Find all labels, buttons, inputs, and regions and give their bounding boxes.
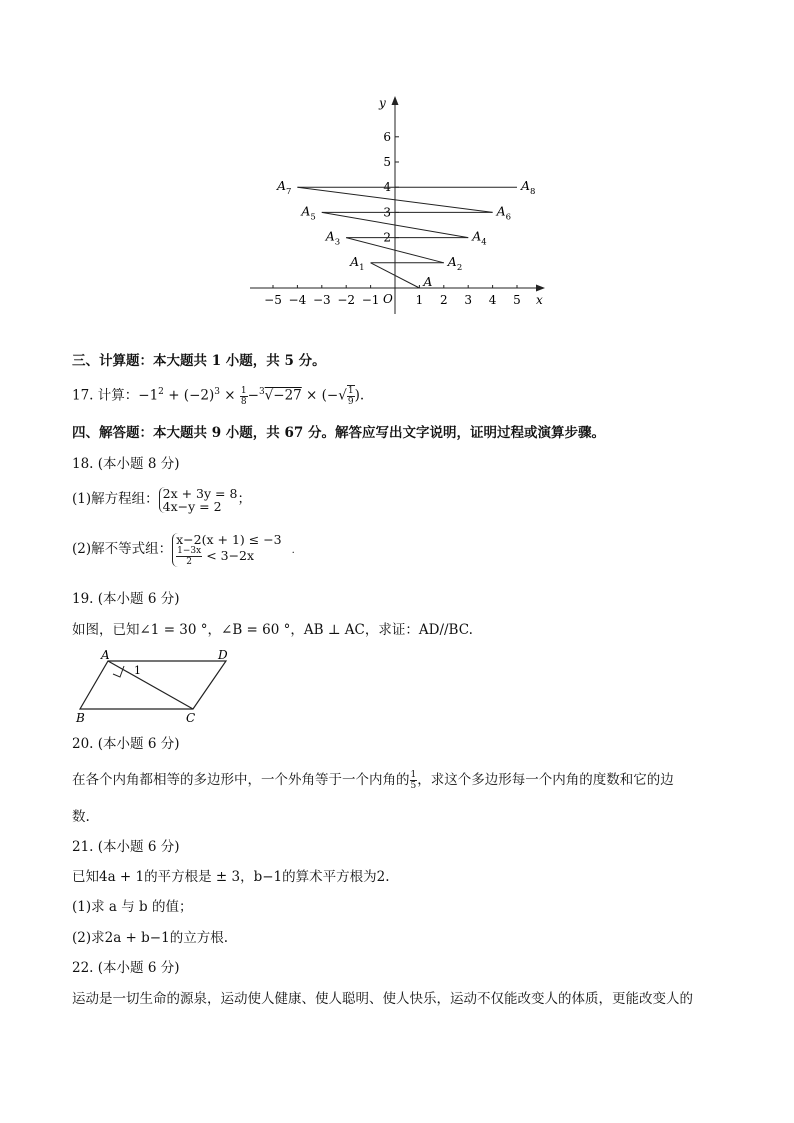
- segment-AC: [108, 661, 193, 709]
- origin-label: O: [383, 292, 393, 306]
- q21-text: 已知4a + 1的平方根是 ± 3，b−1的算术平方根为2.: [72, 869, 390, 885]
- q17-e1: 2: [158, 387, 164, 397]
- q20-line2: 数.: [72, 809, 90, 825]
- y-tick-label: 4: [383, 180, 391, 195]
- point-name: A: [521, 178, 531, 194]
- q18-ineq1: x−2(x + 1) ≤ −3: [176, 531, 282, 547]
- point-name: A: [276, 178, 286, 194]
- point-subscript: 7: [285, 187, 292, 198]
- point-subscript: 3: [334, 237, 341, 248]
- q20-line1: [72, 768, 674, 792]
- q20-line1-b: ，求这个多边形每一个内角的度数和它的边: [417, 772, 674, 788]
- q17-t4: −: [247, 387, 259, 404]
- q17-frac2-den: 9: [347, 397, 354, 407]
- point-label: [349, 254, 364, 273]
- q22-text: 运动是一切生命的源泉，运动使人健康、使人聪明、使人快乐，运动不仅能改变人的体质，更能改变人的: [72, 991, 693, 1007]
- q17-root: √−27: [264, 387, 302, 404]
- q18-ineq2-num: 1−3x: [177, 545, 202, 556]
- q17-frac2: [347, 385, 355, 407]
- point-label: [496, 203, 511, 222]
- point-label: [471, 229, 486, 248]
- point-name: A: [496, 203, 506, 219]
- q20-frac-num: 1: [410, 770, 417, 780]
- q18-ineq2-frac: [176, 546, 202, 567]
- q18-part1: [72, 484, 251, 514]
- x-axis-label: x: [536, 293, 543, 307]
- right-angle-mark: [113, 666, 124, 677]
- q18-part2-end: .: [291, 545, 295, 556]
- parallelogram-ABCD: [80, 661, 226, 709]
- x-axis-arrow: [536, 285, 545, 292]
- q18-ineq2-den: 2: [186, 556, 193, 567]
- point-subscript: 4: [481, 237, 487, 248]
- q18-title: 18. (本小题 8 分): [72, 456, 180, 472]
- y-tick-label: 5: [383, 155, 391, 169]
- point-labels: [276, 178, 536, 289]
- q19-title: 19. (本小题 6 分): [72, 591, 180, 607]
- q20-line1-a: 在各个内角都相等的多边形中，一个外角等于一个内角的: [72, 772, 410, 788]
- y-axis-label: y: [379, 96, 386, 110]
- y-axis-arrow: [392, 96, 399, 105]
- point-name: A: [325, 228, 335, 244]
- x-tick-label: −2: [337, 293, 356, 307]
- point-label: [300, 203, 315, 222]
- point-subscript: 5: [310, 212, 316, 223]
- q17-prefix: 17. 计算：: [72, 387, 139, 404]
- q17-t1: −1: [138, 387, 159, 404]
- x-tick-label: 1: [415, 293, 424, 307]
- section3-heading: 三、计算题：本大题共 1 小题，共 5 分。: [72, 353, 326, 369]
- label-C: C: [186, 711, 196, 725]
- coordinate-graph: [240, 92, 550, 322]
- q17-root-index: 3: [258, 387, 265, 397]
- point-label: [276, 178, 291, 197]
- point-name: A: [472, 228, 482, 244]
- point-label: [422, 274, 432, 289]
- q18-part1-label: (1)解方程组：: [72, 491, 159, 507]
- q17-t3: ×: [219, 387, 240, 404]
- q17-frac1-den: 8: [240, 396, 247, 407]
- q17-t6: ).: [354, 387, 365, 404]
- point-name: A: [350, 253, 360, 269]
- q21-part1: (1)求 a 与 b 的值；: [72, 899, 193, 915]
- point-subscript: 6: [505, 212, 512, 223]
- x-tick-label: 4: [488, 293, 497, 307]
- x-tick-label: 5: [513, 293, 521, 307]
- q20-title: 20. (本小题 6 分): [72, 736, 180, 752]
- q20-frac-den: 5: [410, 781, 417, 791]
- q18-part2-label: (2)解不等式组：: [72, 541, 173, 557]
- q17-frac2-num: 1: [347, 386, 354, 396]
- y-tick-label: 6: [383, 129, 391, 144]
- point-label: [447, 254, 462, 273]
- q18-eq2: 4x−y = 2: [162, 498, 222, 514]
- label-B: B: [76, 711, 85, 725]
- q17-e2: 3: [214, 387, 220, 397]
- q18-part1-end: ；: [237, 491, 251, 507]
- q21-title: 21. (本小题 6 分): [72, 839, 180, 855]
- point-name: A: [447, 253, 457, 269]
- point-name: A: [423, 274, 433, 289]
- q19-figure: [72, 646, 242, 726]
- point-subscript: 8: [530, 187, 536, 198]
- q17-t5: × (−: [301, 387, 339, 404]
- x-tick-label: 2: [439, 293, 448, 307]
- point-label: [520, 178, 535, 197]
- label-D: D: [218, 648, 228, 662]
- x-tick-label: −3: [312, 293, 331, 307]
- y-tick-label: 3: [383, 205, 391, 220]
- q17-expression: 17. 计算：$-1^2 + (-2)^3$ × $\frac{1}{8}$ −$^3$√−27 × (−√ $\frac{1}{9}$ ).: [72, 385, 365, 407]
- q18-ineq2-rest: < 3−2x: [206, 547, 255, 563]
- section4-heading: 四、解答题：本大题共 9 小题，共 67 分。解答应写出文字说明，证明过程或演算步骤。: [72, 425, 605, 441]
- q18-inequality-system: [172, 533, 282, 567]
- angle-1-label: 1: [134, 664, 141, 677]
- q17-frac1: [240, 386, 248, 407]
- x-tick-label: −1: [361, 293, 380, 307]
- q18-equation-system: [159, 487, 238, 513]
- q17-frac1-num: 1: [240, 385, 247, 396]
- x-tick-label: −4: [288, 293, 307, 307]
- point-label: [325, 229, 340, 248]
- x-tick-label: −5: [264, 293, 282, 307]
- q21-part2: (2)求2a + b−1的立方根.: [72, 930, 228, 946]
- point-subscript: 1: [359, 262, 365, 273]
- label-A: A: [101, 648, 110, 662]
- q17-t2: + (−2): [163, 387, 215, 404]
- q22-title: 22. (本小题 6 分): [72, 960, 180, 976]
- q18-part2: [72, 532, 295, 568]
- x-tick-label: 3: [464, 293, 473, 307]
- point-name: A: [301, 203, 311, 219]
- point-subscript: 2: [456, 262, 463, 273]
- y-tick-label: 2: [383, 230, 391, 245]
- q19-text: 如图，已知∠1 = 30 °，∠B = 60 °，AB ⊥ AC，求证：AD//BC.: [72, 622, 473, 638]
- q18-eq1: 2x + 3y = 8: [162, 485, 238, 501]
